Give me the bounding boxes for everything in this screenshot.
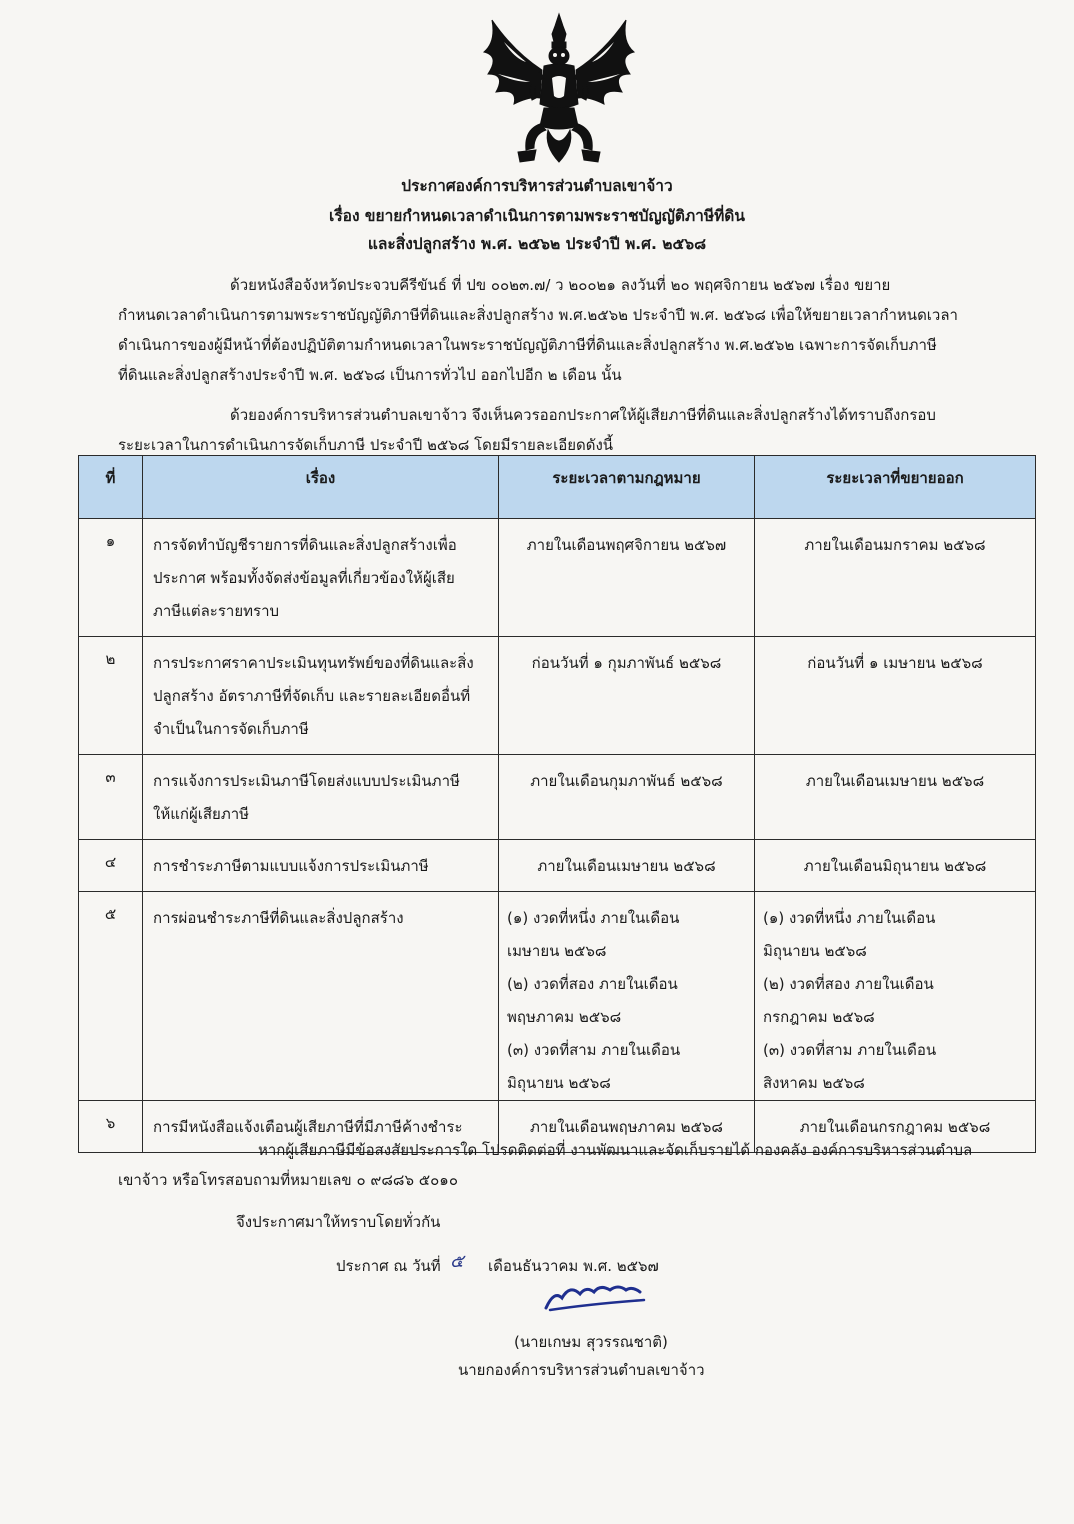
announce-date-suffix: เดือนธันวาคม พ.ศ. ๒๕๖๗ [488,1257,659,1275]
row-legal-period: ภายในเดือนเมษายน ๒๕๖๘ [499,840,755,892]
row-number: ๑ [79,519,143,637]
signer-name: (นายเกษม สุวรรณชาติ) [514,1333,668,1351]
topic-line: การชำระภาษีตามแบบแจ้งการประเมินภาษี [153,857,429,875]
header-topic: เรื่อง [143,456,499,519]
row-extended-period: ภายในเดือนกรกฎาคม ๒๕๖๘ [755,1101,1036,1153]
announcement-subject: เรื่อง ขยายกำหนดเวลาดำเนินการตามพระราชบัญญัติภาษีที่ดิน [329,207,745,225]
installment-line: (๒) งวดที่สอง ภายในเดือน [507,975,678,993]
row-legal-period: ก่อนวันที่ ๑ กุมภาพันธ์ ๒๕๖๘ [499,637,755,755]
row-topic [143,519,499,637]
row-topic [143,755,499,840]
table-row [79,755,1036,840]
announcement-title: ประกาศองค์การบริหารส่วนตำบลเขาจ้าว [401,177,673,195]
row-number: ๔ [79,840,143,892]
statement-line: ด้วยองค์การบริหารส่วนตำบลเขาจ้าว จึงเห็นควรออกประกาศให้ผู้เสียภาษีที่ดินและสิ่งปลูกสร้างได้ทราบถึงกรอบ [230,406,936,424]
row-extended-installments [755,892,1036,1101]
installment-line: เมษายน ๒๕๖๘ [507,942,607,960]
signer-position: นายกองค์การบริหารส่วนตำบลเขาจ้าว [458,1361,705,1379]
row-extended-period: ก่อนวันที่ ๑ เมษายน ๒๕๖๘ [755,637,1036,755]
topic-line: ปลูกสร้าง อัตราภาษีที่จัดเก็บ และรายละเอียดอื่นที่ [153,687,471,705]
signature-mark [540,1278,660,1314]
announcement-subject-cont: และสิ่งปลูกสร้าง พ.ศ. ๒๕๖๒ ประจำปี พ.ศ. ๒๕๖๘ [367,235,707,253]
intro-line: กำหนดเวลาดำเนินการตามพระราชบัญญัติภาษีที่ดินและสิ่งปลูกสร้าง พ.ศ.๒๕๖๒ ประจำปี พ.ศ. ๒๕๖๘ เพื่อให้ขยายเวลากำหนดเวลา [118,306,958,324]
row-extended-period: ภายในเดือนมิถุนายน ๒๕๖๘ [755,840,1036,892]
intro-line: ด้วยหนังสือจังหวัดประจวบคีรีขันธ์ ที่ ปข ๐๐๒๓.๗/ ว ๒๐๐๒๑ ลงวันที่ ๒๐ พฤศจิกายน ๒๕๖๗ เรื่อง ขยาย [230,276,891,294]
intro-line: ดำเนินการของผู้มีหน้าที่ต้องปฏิบัติตามกำหนดเวลาในพระราชบัญญัติภาษีที่ดินและสิ่งปลูกสร้าง พ.ศ.๒๕๖๒ เฉพาะการจัดเก็บภาษี [118,336,937,354]
row-number: ๓ [79,755,143,840]
topic-line: ให้แก่ผู้เสียภาษี [153,805,250,823]
contact-line-1: หากผู้เสียภาษีมีข้อสงสัยประการใด โปรดติดต่อที่ งานพัฒนาและจัดเก็บรายได้ กองคลัง องค์การบริหารส่วนตำบล [258,1141,973,1159]
header-extended-period: ระยะเวลาที่ขยายออก [755,456,1036,519]
schedule-table [78,455,1036,1153]
row-extended-period: ภายในเดือนเมษายน ๒๕๖๘ [755,755,1036,840]
statement-line: ระยะเวลาในการดำเนินการจัดเก็บภาษี ประจำปี ๒๕๖๘ โดยมีรายละเอียดดังนี้ [118,436,614,454]
announce-date-prefix: ประกาศ ณ วันที่ [336,1257,441,1275]
topic-line: ประกาศ พร้อมทั้งจัดส่งข้อมูลที่เกี่ยวข้องให้ผู้เสีย [153,569,455,587]
closing-statement: จึงประกาศมาให้ทราบโดยทั่วกัน [236,1213,441,1231]
topic-line: การแจ้งการประเมินภาษีโดยส่งแบบประเมินภาษี [153,772,460,790]
topic-line: จำเป็นในการจัดเก็บภาษี [153,720,309,738]
announce-day: ๕ [450,1251,464,1272]
installment-line: สิงหาคม ๒๕๖๘ [763,1074,865,1092]
row-legal-period: ภายในเดือนพฤษภาคม ๒๕๖๘ [499,1101,755,1153]
table-row [79,892,1036,1101]
row-number: ๒ [79,637,143,755]
installment-line: (๑) งวดที่หนึ่ง ภายในเดือน [507,909,680,927]
row-topic [143,840,499,892]
row-number: ๖ [79,1101,143,1153]
topic-line: การประกาศราคาประเมินทุนทรัพย์ของที่ดินและสิ่ง [153,654,474,672]
table-row [79,519,1036,637]
table-header-row [79,456,1036,519]
row-number: ๕ [79,892,143,1101]
installment-line: (๓) งวดที่สาม ภายในเดือน [507,1041,681,1059]
row-topic [143,637,499,755]
topic-line: การผ่อนชำระภาษีที่ดินและสิ่งปลูกสร้าง [153,909,404,927]
row-topic [143,892,499,1101]
installment-line: มิถุนายน ๒๕๖๘ [507,1074,611,1092]
installment-line: (๑) งวดที่หนึ่ง ภายในเดือน [763,909,936,927]
statement-paragraph [118,400,998,460]
header-no: ที่ [79,456,143,519]
topic-line: การมีหนังสือแจ้งเตือนผู้เสียภาษีที่มีภาษีค้างชำระ [153,1118,463,1136]
intro-line: ที่ดินและสิ่งปลูกสร้างประจำปี พ.ศ. ๒๕๖๘ เป็นการทั่วไป ออกไปอีก ๒ เดือน นั้น [118,366,622,384]
garuda-emblem-icon [474,12,644,174]
intro-paragraph [118,270,998,390]
row-legal-period: ภายในเดือนพฤศจิกายน ๒๕๖๗ [499,519,755,637]
table-row [79,840,1036,892]
installment-line: (๒) งวดที่สอง ภายในเดือน [763,975,934,993]
topic-line: การจัดทำบัญชีรายการที่ดินและสิ่งปลูกสร้างเพื่อ [153,536,457,554]
contact-line-2: เขาจ้าว หรือโทรสอบถามที่หมายเลข ๐ ๙๘๘๖ ๕๐๑๐ [118,1171,458,1189]
table-row [79,637,1036,755]
installment-line: พฤษภาคม ๒๕๖๘ [507,1008,622,1026]
installment-line: กรกฎาคม ๒๕๖๘ [763,1008,875,1026]
installment-line: มิถุนายน ๒๕๖๘ [763,942,867,960]
header-legal-period: ระยะเวลาตามกฎหมาย [499,456,755,519]
installment-line: (๓) งวดที่สาม ภายในเดือน [763,1041,937,1059]
row-legal-installments [499,892,755,1101]
topic-line: ภาษีแต่ละรายทราบ [153,602,280,620]
row-legal-period: ภายในเดือนกุมภาพันธ์ ๒๕๖๘ [499,755,755,840]
row-extended-period: ภายในเดือนมกราคม ๒๕๖๘ [755,519,1036,637]
